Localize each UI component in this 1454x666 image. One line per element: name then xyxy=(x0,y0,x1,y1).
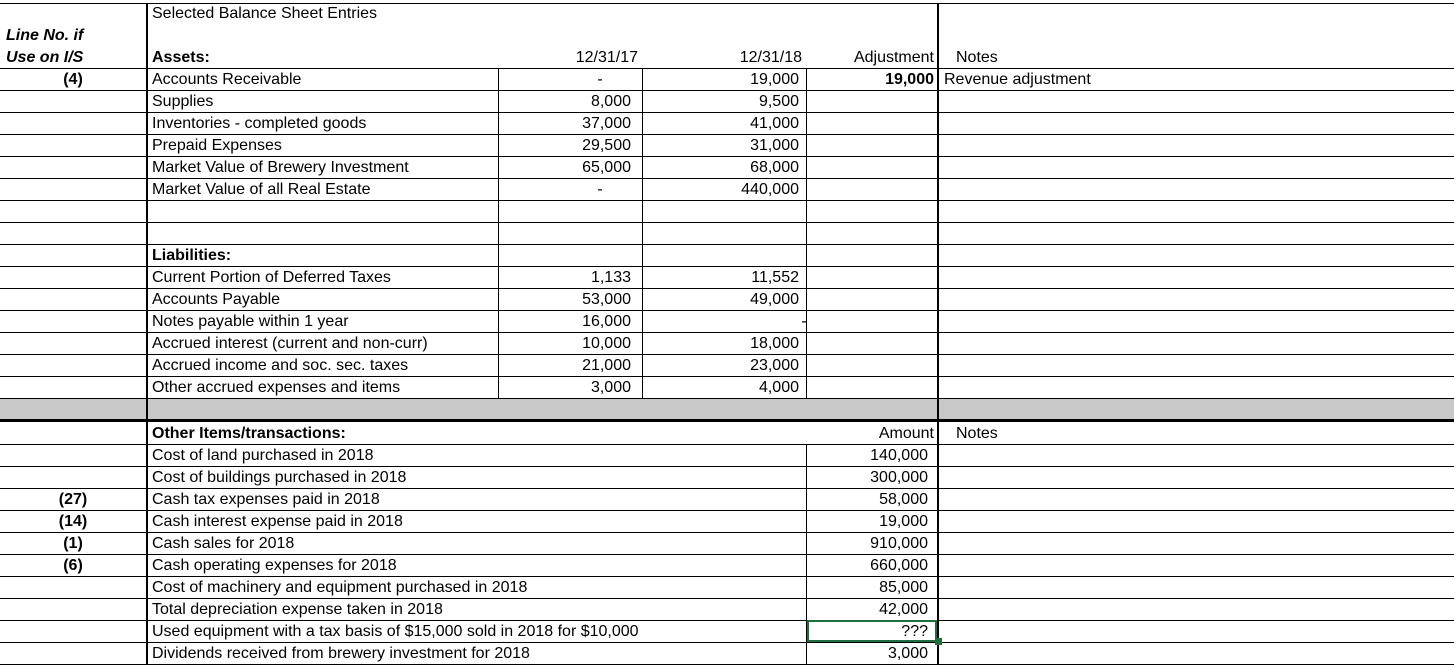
liability-label[interactable]: Accounts Payable xyxy=(152,291,281,308)
asset-note[interactable]: Revenue adjustment xyxy=(944,71,1091,88)
liability-value-2017[interactable]: 10,000 xyxy=(582,335,631,352)
liability-value-2018[interactable]: - xyxy=(801,313,807,330)
other-item-amount[interactable]: 140,000 xyxy=(870,447,928,464)
asset-label[interactable]: Market Value of all Real Estate xyxy=(152,181,371,198)
grid-line xyxy=(642,68,643,399)
asset-value-2018[interactable]: 9,500 xyxy=(758,93,799,110)
liability-label[interactable]: Other accrued expenses and items xyxy=(152,379,401,396)
other-item-amount[interactable]: 19,000 xyxy=(879,513,928,530)
other-item-label[interactable]: Cash interest expense paid in 2018 xyxy=(152,513,403,530)
other-item-label[interactable]: Cost of land purchased in 2018 xyxy=(152,447,374,464)
asset-label[interactable]: Prepaid Expenses xyxy=(152,137,282,154)
line-no-header: Use on I/S xyxy=(6,49,84,66)
grid-line xyxy=(937,3,939,665)
liability-label[interactable]: Notes payable within 1 year xyxy=(152,313,349,330)
line-no: (27) xyxy=(58,491,88,508)
assets-header: Assets: xyxy=(152,49,210,66)
col-header-amount: Amount xyxy=(878,425,934,442)
line-no-header: Line No. if xyxy=(6,27,84,44)
other-item-amount[interactable]: 910,000 xyxy=(870,535,928,552)
other-item-amount[interactable]: 300,000 xyxy=(870,469,928,486)
asset-label[interactable]: Supplies xyxy=(152,93,214,110)
other-item-amount[interactable]: 660,000 xyxy=(870,557,928,574)
asset-value-2018[interactable]: 68,000 xyxy=(750,159,799,176)
liability-value-2017[interactable]: 1,133 xyxy=(590,269,631,286)
liability-value-2017[interactable]: 3,000 xyxy=(590,379,631,396)
grid-line xyxy=(498,68,499,399)
asset-value-2018[interactable]: 440,000 xyxy=(741,181,799,198)
other-item-amount[interactable]: 42,000 xyxy=(879,601,928,618)
grid-line xyxy=(0,222,1454,223)
col-header-adjustment: Adjustment xyxy=(853,49,934,66)
asset-value-2017[interactable]: - xyxy=(597,71,603,88)
col-header-notes: Notes xyxy=(956,425,998,442)
other-item-amount[interactable]: 58,000 xyxy=(879,491,928,508)
liabilities-header: Liabilities: xyxy=(152,247,232,264)
other-item-label[interactable]: Used equipment with a tax basis of $15,000 sold in 2018 for $10,000 xyxy=(152,623,639,640)
liability-value-2017[interactable]: 53,000 xyxy=(582,291,631,308)
other-item-amount[interactable]: ??? xyxy=(901,623,928,640)
liability-label[interactable]: Current Portion of Deferred Taxes xyxy=(152,269,391,286)
line-no: (6) xyxy=(63,557,83,574)
line-no: (1) xyxy=(63,535,83,552)
liability-value-2018[interactable]: 11,552 xyxy=(751,269,799,286)
other-item-label[interactable]: Cost of machinery and equipment purchased in 2018 xyxy=(152,579,528,596)
asset-value-2017[interactable]: 29,500 xyxy=(582,137,631,154)
asset-label[interactable]: Market Value of Brewery Investment xyxy=(152,159,409,176)
line-no: (4) xyxy=(63,71,83,88)
asset-value-2017[interactable]: 8,000 xyxy=(590,93,631,110)
fill-handle[interactable] xyxy=(935,638,942,645)
other-item-label[interactable]: Cash sales for 2018 xyxy=(152,535,295,552)
asset-label[interactable]: Accounts Receivable xyxy=(152,71,302,88)
line-no: (14) xyxy=(58,513,88,530)
liability-label[interactable]: Accrued interest (current and non-curr) xyxy=(152,335,428,352)
col-header-2018: 12/31/18 xyxy=(739,49,802,66)
asset-value-2017[interactable]: 37,000 xyxy=(582,115,631,132)
grid-line xyxy=(0,419,1454,422)
sheet-title: Selected Balance Sheet Entries xyxy=(152,5,378,22)
col-header-2017: 12/31/17 xyxy=(575,49,638,66)
asset-adjustment[interactable]: 19,000 xyxy=(885,71,934,88)
other-item-label[interactable]: Dividends received from brewery investment for 2018 xyxy=(152,645,530,662)
asset-value-2017[interactable]: 65,000 xyxy=(582,159,631,176)
liability-label[interactable]: Accrued income and soc. sec. taxes xyxy=(152,357,409,374)
liability-value-2018[interactable]: 23,000 xyxy=(750,357,799,374)
asset-value-2017[interactable]: - xyxy=(597,181,603,198)
liability-value-2017[interactable]: 21,000 xyxy=(582,357,631,374)
other-item-label[interactable]: Total depreciation expense taken in 2018 xyxy=(152,601,443,618)
other-item-amount[interactable]: 85,000 xyxy=(879,579,928,596)
col-header-notes: Notes xyxy=(956,49,998,66)
liability-value-2018[interactable]: 4,000 xyxy=(758,379,799,396)
other-item-amount[interactable]: 3,000 xyxy=(887,645,928,662)
asset-value-2018[interactable]: 19,000 xyxy=(750,71,799,88)
other-items-header: Other Items/transactions: xyxy=(152,425,346,442)
liability-value-2017[interactable]: 16,000 xyxy=(582,313,631,330)
grid-line xyxy=(806,68,807,399)
separator-band xyxy=(0,399,1454,419)
asset-label[interactable]: Inventories - completed goods xyxy=(152,115,367,132)
other-item-label[interactable]: Cost of buildings purchased in 2018 xyxy=(152,469,407,486)
grid-line xyxy=(146,3,148,665)
other-item-label[interactable]: Cash operating expenses for 2018 xyxy=(152,557,397,574)
asset-value-2018[interactable]: 41,000 xyxy=(750,115,799,132)
asset-value-2018[interactable]: 31,000 xyxy=(750,137,799,154)
other-item-label[interactable]: Cash tax expenses paid in 2018 xyxy=(152,491,380,508)
liability-value-2018[interactable]: 18,000 xyxy=(750,335,799,352)
liability-value-2018[interactable]: 49,000 xyxy=(750,291,799,308)
